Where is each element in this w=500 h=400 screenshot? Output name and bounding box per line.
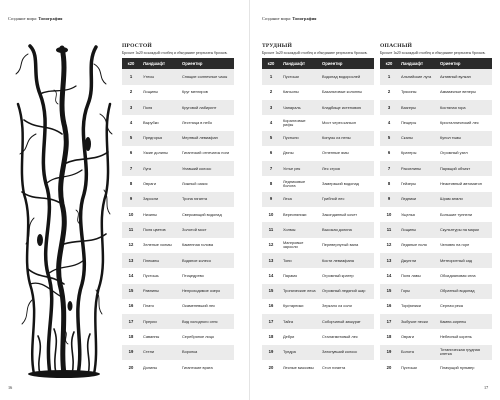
landmark-cell: Большие туннели (437, 207, 492, 222)
landscape-cell: Гейзеры (398, 176, 437, 191)
roll-number: 1 (122, 69, 140, 84)
landmark-cell: Соборчатый зиккурат (319, 314, 374, 329)
roll-number: 3 (380, 100, 398, 115)
right-header-title: Топография (292, 16, 317, 21)
roll-number: 12 (262, 238, 280, 253)
roll-number: 6 (122, 146, 140, 161)
landscape-cell: Холмы (280, 222, 319, 237)
roll-number: 11 (262, 222, 280, 237)
roll-number: 9 (380, 192, 398, 207)
roll-number: 20 (122, 360, 140, 375)
landmark-cell: Каменная голова (179, 238, 234, 253)
landmark-cell: Стол гиганта (319, 360, 374, 375)
table-row (122, 222, 234, 237)
landscape-cell: Поля (140, 100, 179, 115)
landscape-cell: Вырубки (140, 115, 179, 130)
landmark-cell: Обсидиановая игла (437, 268, 492, 283)
table-row (380, 146, 492, 161)
table-row (380, 329, 492, 344)
landscape-cell: Лощины (398, 222, 437, 237)
landscape-cell: Ледяные поля (398, 238, 437, 253)
landmark-cell: Птицедрево (179, 268, 234, 283)
column-header-landscape: Ландшафт (398, 58, 437, 69)
landscape-cell: Альпийские луга (398, 69, 437, 84)
table-row (262, 314, 374, 329)
table-row (122, 115, 234, 130)
landscape-cell: Скалы (398, 131, 437, 146)
section-title: ТРУДНЫЙ (262, 43, 292, 49)
landmark-cell: Метеоритный сад (437, 253, 492, 268)
table-row (262, 192, 374, 207)
landmark-cell: Водяное колесо (179, 253, 234, 268)
landmark-cell: Окаменевший лес (179, 299, 234, 314)
roll-number: 5 (262, 131, 280, 146)
table-row (380, 69, 492, 84)
roll-number: 17 (262, 314, 280, 329)
table-row (380, 100, 492, 115)
gnarled-tree-roots-illustration (10, 44, 118, 379)
roll-number: 13 (262, 253, 280, 268)
landmark-cell: Тропа гиганта (179, 192, 234, 207)
roll-number: 12 (380, 238, 398, 253)
landmark-cell: Круговой лабиринт (179, 100, 234, 115)
roll-number: 3 (122, 100, 140, 115)
section-description: Бросьте 1к20 за каждый столбец и объедините результаты бросков. (122, 51, 228, 55)
table-row (380, 131, 492, 146)
landscape-cell: Лощины (140, 85, 179, 100)
table-row (122, 161, 234, 176)
roll-number: 16 (122, 299, 140, 314)
table-row (122, 360, 234, 375)
roll-number: 4 (262, 115, 280, 130)
roll-number: 2 (122, 85, 140, 100)
landmark-cell: Парящий объект (437, 161, 492, 176)
landscape-cell: Тайга (280, 314, 319, 329)
landscape-cell: Плато (140, 299, 179, 314)
landscape-cell: Поля лавы (398, 268, 437, 283)
column-header-landmark: Ориентир (437, 58, 492, 69)
landmark-cell: Небесный корень (437, 329, 492, 344)
landscape-cell: Тундра (280, 345, 319, 360)
landmark-cell: Законданный кочет (319, 207, 374, 222)
landmark-cell: Гигантский отпечаток ноги (179, 146, 234, 161)
table-row (262, 100, 374, 115)
roll-number: 15 (380, 284, 398, 299)
roll-number: 2 (262, 85, 280, 100)
roll-number: 17 (122, 314, 140, 329)
column-header-roll: к20 (122, 58, 140, 69)
table-row (380, 207, 492, 222)
roll-number: 6 (262, 146, 280, 161)
landmark-cell: Конусы из пены (319, 131, 374, 146)
section-simple (122, 43, 234, 375)
landscape-cell: Низины (140, 207, 179, 222)
landscape-cell: Пустошь (140, 268, 179, 283)
table-row (380, 284, 492, 299)
landscape-cell: Устье рек (280, 161, 319, 176)
page-number-right: 17 (484, 385, 489, 390)
table-row (122, 268, 234, 283)
landmark-cell: Зеркало из соли (319, 299, 374, 314)
table-row (380, 314, 492, 329)
table-row (122, 69, 234, 84)
table-header-row (380, 58, 492, 69)
table-row (262, 238, 374, 253)
table-row (380, 268, 492, 283)
table-row (262, 268, 374, 283)
landscape-cell: Тропические леса (280, 284, 319, 299)
landscape-cell: Долины (140, 360, 179, 375)
section-dangerous (380, 43, 492, 375)
landscape-cell: Вазгеры (398, 100, 437, 115)
left-page-header (8, 16, 63, 21)
landscape-cell: Овраги (140, 176, 179, 191)
table-row (262, 85, 374, 100)
landmark-cell: Золотой мост (179, 222, 234, 237)
landscape-cell: Вересняники (280, 207, 319, 222)
roll-number: 19 (380, 345, 398, 360)
table-row (122, 299, 234, 314)
roll-number: 9 (122, 192, 140, 207)
table-row (380, 299, 492, 314)
table-row (122, 100, 234, 115)
landmark-cell: Неактивный автоматон (437, 176, 492, 191)
landscape-cell: Коралловые рифы (280, 115, 319, 130)
roll-number: 8 (380, 176, 398, 191)
landscape-cell: Ущелья (398, 207, 437, 222)
column-header-roll: к20 (380, 58, 398, 69)
landmark-cell: Мертвый левиафан (179, 131, 234, 146)
roll-number: 3 (262, 100, 280, 115)
landmark-cell: Обратный водопад (437, 284, 492, 299)
landmark-cell: Воронка (179, 345, 234, 360)
landscape-cell: Пустоши (280, 69, 319, 84)
landmark-cell: Замерзший водопад (319, 176, 374, 191)
roll-number: 17 (380, 314, 398, 329)
table-row (380, 85, 492, 100)
table-row (380, 253, 492, 268)
landscape-cell: Зыбучие пески (398, 314, 437, 329)
landscape-cell: Пустоши (398, 360, 437, 375)
column-header-landmark: Ориентир (319, 58, 374, 69)
roll-number: 5 (380, 131, 398, 146)
landscape-cell: Прерии (140, 314, 179, 329)
roll-number: 7 (380, 161, 398, 176)
landscape-cell: Саванны (140, 329, 179, 344)
table-row (122, 146, 234, 161)
landmark-cell: Костяная гора (437, 100, 492, 115)
table-row (262, 222, 374, 237)
landmark-cell: Сталагмитовый лес (319, 329, 374, 344)
table-row (262, 69, 374, 84)
landscape-cell: Дебри (280, 329, 319, 344)
landmark-cell: Огненные ямы (319, 146, 374, 161)
landmark-cell: Кристаллический лес (437, 115, 492, 130)
landmark-cell: Ложный оазис (179, 176, 234, 191)
landmark-cell: Человек на горе (437, 238, 492, 253)
table-row (380, 345, 492, 360)
table-header-row (262, 58, 374, 69)
roll-number: 10 (122, 207, 140, 222)
landscape-cell: Ледники (398, 192, 437, 207)
landmark-cell: Серная река (437, 299, 492, 314)
roll-number: 8 (262, 176, 280, 191)
table-row (122, 85, 234, 100)
landscape-cell: Каньоны (280, 85, 319, 100)
roll-table-hard (262, 58, 374, 375)
table-row (122, 253, 234, 268)
table-row (262, 345, 374, 360)
table-row (122, 314, 234, 329)
roll-number: 16 (380, 299, 398, 314)
landmark-cell: Купол тьмы (437, 131, 492, 146)
roll-number: 19 (262, 345, 280, 360)
table-row (380, 161, 492, 176)
roll-number: 18 (380, 329, 398, 344)
landmark-cell: Мост через каньон (319, 115, 374, 130)
landscape-cell: Чапараль (280, 100, 319, 115)
landmark-cell: Кости левиафана (319, 253, 374, 268)
landscape-cell: Узкие долины (140, 146, 179, 161)
landmark-cell: Кладбище истеновою (319, 100, 374, 115)
roll-number: 18 (262, 329, 280, 344)
table-row (380, 222, 492, 237)
table-row (122, 192, 234, 207)
landmark-cell: Огромный узел (437, 146, 492, 161)
roll-number: 14 (122, 268, 140, 283)
landmark-cell: Серебряное лицо (179, 329, 234, 344)
landscape-cell: Равнины (140, 284, 179, 299)
landscape-cell: Топи (280, 253, 319, 268)
landscape-cell: Трясины (398, 85, 437, 100)
roll-number: 10 (380, 207, 398, 222)
table-row (122, 131, 234, 146)
landscape-cell: Торфяники (398, 299, 437, 314)
roll-number: 9 (262, 192, 280, 207)
table-row (380, 192, 492, 207)
landscape-cell: Плеканы (140, 253, 179, 268)
landmark-cell: Активный вулкан (437, 69, 492, 84)
landmark-cell: Камни-сирены (437, 314, 492, 329)
roll-number: 5 (122, 131, 140, 146)
landmark-cell: Перевернутый вала (319, 238, 374, 253)
landmark-cell: Огромный ледяной шар (319, 284, 374, 299)
landscape-cell: Кратеры (398, 146, 437, 161)
landscape-cell: Дюны (280, 146, 319, 161)
landmark-cell: Скульптуры на марки (437, 222, 492, 237)
landscape-cell: Утесы (140, 69, 179, 84)
table-header-row (122, 58, 234, 69)
table-row (262, 146, 374, 161)
landscape-cell: Пустыни (280, 131, 319, 146)
table-row (262, 360, 374, 375)
roll-table-simple (122, 58, 234, 375)
landscape-cell: Луга (140, 161, 179, 176)
section-description: Бросьте 1к20 за каждый столбец и объедините результаты бросков. (380, 51, 486, 55)
landmark-cell: Спящие солнечные часы (179, 69, 234, 84)
landscape-cell: Расселины (398, 161, 437, 176)
landscape-cell: Кустарники (280, 299, 319, 314)
roll-number: 4 (380, 115, 398, 130)
landmark-cell: Сверкающий водопад (179, 207, 234, 222)
roll-number: 7 (262, 161, 280, 176)
right-page-header (262, 16, 317, 21)
column-header-landmark: Ориентир (179, 58, 234, 69)
table-row (262, 176, 374, 191)
landscape-cell: Мангровые заросли (280, 238, 319, 253)
table-row (122, 238, 234, 253)
table-row (122, 284, 234, 299)
roll-number: 11 (380, 222, 398, 237)
roll-number: 14 (380, 268, 398, 283)
landmark-cell: Гигантские врата (179, 360, 234, 375)
roll-number: 13 (380, 253, 398, 268)
left-header-title: Топография (38, 16, 63, 21)
roll-number: 1 (380, 69, 398, 84)
roll-number: 16 (262, 299, 280, 314)
roll-number: 20 (262, 360, 280, 375)
column-header-roll: к20 (262, 58, 280, 69)
column-header-landscape: Ландшафт (140, 58, 179, 69)
section-hard (262, 43, 374, 375)
landscape-cell: Горы (398, 284, 437, 299)
landscape-cell: Пещеры (398, 115, 437, 130)
landscape-cell: Зеленые холмы (140, 238, 179, 253)
table-row (262, 131, 374, 146)
landmark-cell: Упавший колосс (179, 161, 234, 176)
landmark-cell: Непроходимое озеро (179, 284, 234, 299)
roll-number: 1 (262, 69, 280, 84)
landscape-cell: Джунгли (398, 253, 437, 268)
section-description: Бросьте 1к20 за каждый столбец и объедините результаты бросков. (262, 51, 368, 55)
landmark-cell: Титаническая грудная клетка (437, 345, 492, 360)
roll-number: 13 (122, 253, 140, 268)
landscape-cell: Степи (140, 345, 179, 360)
landmark-cell: Огромный кратер (319, 268, 374, 283)
roll-number: 20 (380, 360, 398, 375)
landscape-cell: Парамо (280, 268, 319, 283)
landscape-cell: Предгорья (140, 131, 179, 146)
right-header-prefix: Создание мира: (262, 16, 292, 21)
table-row (262, 161, 374, 176)
landmark-cell: Вид холодного огня (179, 314, 234, 329)
column-header-landscape: Ландшафт (280, 58, 319, 69)
roll-number: 12 (122, 238, 140, 253)
section-title: ПРОСТОЙ (122, 43, 152, 49)
roll-number: 15 (122, 284, 140, 299)
landscape-cell: Овраги (398, 329, 437, 344)
roll-number: 15 (262, 284, 280, 299)
landscape-cell: Ледниковые болота (280, 176, 319, 191)
roll-number: 4 (122, 115, 140, 130)
left-header-prefix: Создание мира: (8, 16, 38, 21)
landscape-cell: Лесные массивы (280, 360, 319, 375)
table-row (262, 253, 374, 268)
table-row (262, 299, 374, 314)
landmark-cell: Водопад водорослей (319, 69, 374, 84)
landmark-cell: Шрам земли (437, 192, 492, 207)
landmark-cell: Высокая долина (319, 222, 374, 237)
table-row (122, 345, 234, 360)
table-row (380, 360, 492, 375)
roll-number: 14 (262, 268, 280, 283)
table-row (262, 284, 374, 299)
landscape-cell: Болота (398, 345, 437, 360)
landmark-cell: Грибной лес (319, 192, 374, 207)
table-row (122, 207, 234, 222)
roll-number: 6 (380, 146, 398, 161)
page-number-left: 16 (8, 385, 13, 390)
table-row (262, 329, 374, 344)
landmark-cell: Круг менгиров (179, 85, 234, 100)
table-row (122, 176, 234, 191)
roll-number: 19 (122, 345, 140, 360)
landmark-cell: Плачущий пульвер (437, 360, 492, 375)
landmark-cell: Лестница в небо (179, 115, 234, 130)
table-row (380, 238, 492, 253)
landscape-cell: Поля цветов (140, 222, 179, 237)
roll-number: 10 (262, 207, 280, 222)
table-row (262, 115, 374, 130)
table-row (380, 115, 492, 130)
roll-table-dangerous (380, 58, 492, 375)
landscape-cell: Леса (280, 192, 319, 207)
landmark-cell: Лес строя (319, 161, 374, 176)
roll-number: 7 (122, 161, 140, 176)
page-gutter (249, 0, 250, 400)
landmark-cell: Аммиачные венеры (437, 85, 492, 100)
roll-number: 2 (380, 85, 398, 100)
roll-number: 11 (122, 222, 140, 237)
section-title: ОПАСНЫЙ (380, 43, 413, 49)
roll-number: 18 (122, 329, 140, 344)
landmark-cell: Базальтовые колонны (319, 85, 374, 100)
roll-number: 8 (122, 176, 140, 191)
table-row (122, 329, 234, 344)
table-row (262, 207, 374, 222)
landscape-cell: Заросли (140, 192, 179, 207)
landmark-cell: Затонувший колосс (319, 345, 374, 360)
table-row (380, 176, 492, 191)
